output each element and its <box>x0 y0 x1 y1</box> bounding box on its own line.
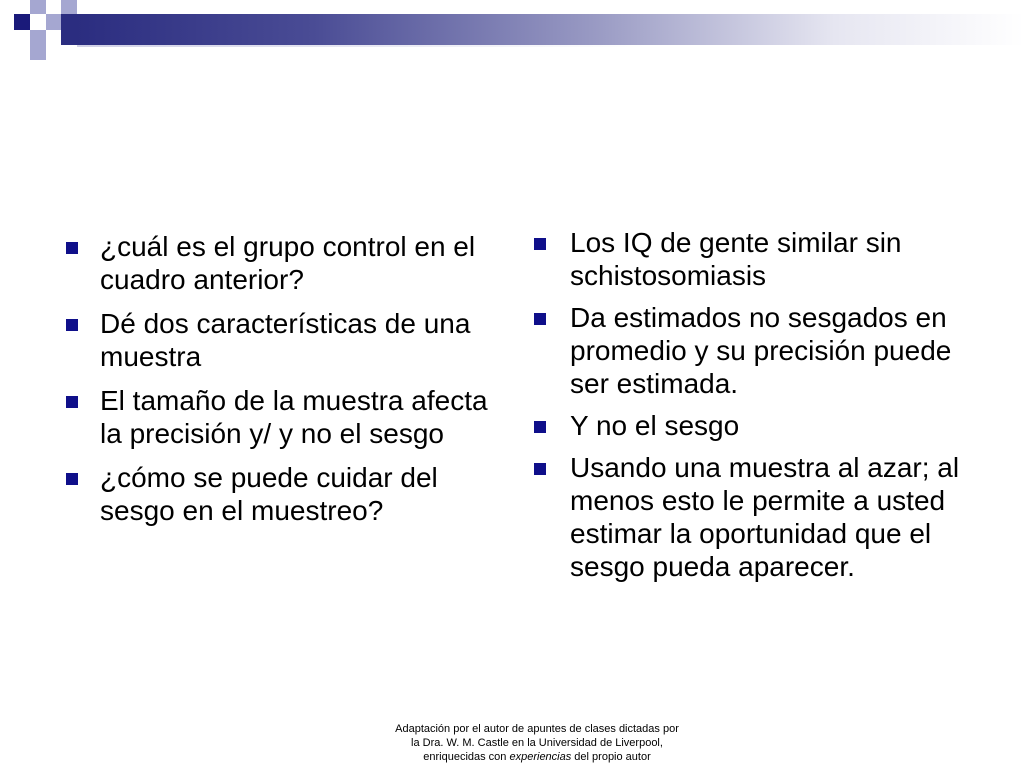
square-bullet-icon <box>534 313 546 325</box>
square-bullet-icon <box>66 319 78 331</box>
list-item <box>62 230 492 296</box>
list-item <box>62 307 492 373</box>
list-item-text: Usando una muestra al azar; al menos esto le permite a usted estimar la oportunidad que el sesgo pueda aparecer. <box>570 452 960 582</box>
footer-credit <box>372 722 702 764</box>
decor-square-light <box>61 0 77 14</box>
list-item <box>532 226 962 292</box>
right-column <box>532 226 962 592</box>
decor-square-dark <box>61 14 77 45</box>
right-bullet-list <box>532 226 962 583</box>
square-bullet-icon <box>534 238 546 250</box>
footer-line-3-emphasis: experiencias <box>509 751 572 763</box>
list-item-text: Los IQ de gente similar sin schistosomiasis <box>570 227 902 291</box>
list-item-text: ¿cómo se puede cuidar del sesgo en el muestreo? <box>100 462 438 526</box>
header-decoration <box>0 0 1024 64</box>
left-column <box>62 226 492 538</box>
list-item-text: Da estimados no sesgados en promedio y su precisión puede ser estimada. <box>570 302 952 399</box>
left-bullet-list <box>62 230 492 527</box>
list-item-text: ¿cuál es el grupo control en el cuadro anterior? <box>100 231 476 295</box>
list-item <box>532 451 962 583</box>
footer-line-2: la Dra. W. M. Castle en la Universidad de Liverpool, <box>411 737 663 749</box>
square-bullet-icon <box>534 463 546 475</box>
list-item-text: Dé dos características de una muestra <box>100 308 471 372</box>
decor-square-light <box>46 14 61 30</box>
list-item <box>532 409 962 442</box>
decor-square-light <box>30 0 46 14</box>
footer-line-3-suffix: del propio autor <box>571 751 651 763</box>
header-gradient-bar <box>77 14 1024 45</box>
list-item-text: El tamaño de la muestra afecta la precisión y/ y no el sesgo <box>100 385 488 449</box>
decor-square-light <box>30 30 46 46</box>
square-bullet-icon <box>66 396 78 408</box>
list-item <box>532 301 962 400</box>
decor-square-dark <box>14 14 30 30</box>
footer-line-3-prefix: enriquecidas con <box>423 751 510 763</box>
header-gradient-underline <box>77 45 1024 47</box>
footer-line-3 <box>372 750 702 764</box>
list-item <box>62 461 492 527</box>
square-bullet-icon <box>66 473 78 485</box>
list-item <box>62 384 492 450</box>
square-bullet-icon <box>66 242 78 254</box>
footer-line-1: Adaptación por el autor de apuntes de clases dictadas por <box>395 723 679 735</box>
decor-square-light <box>30 46 46 60</box>
list-item-text: Y no el sesgo <box>570 410 740 441</box>
square-bullet-icon <box>534 421 546 433</box>
